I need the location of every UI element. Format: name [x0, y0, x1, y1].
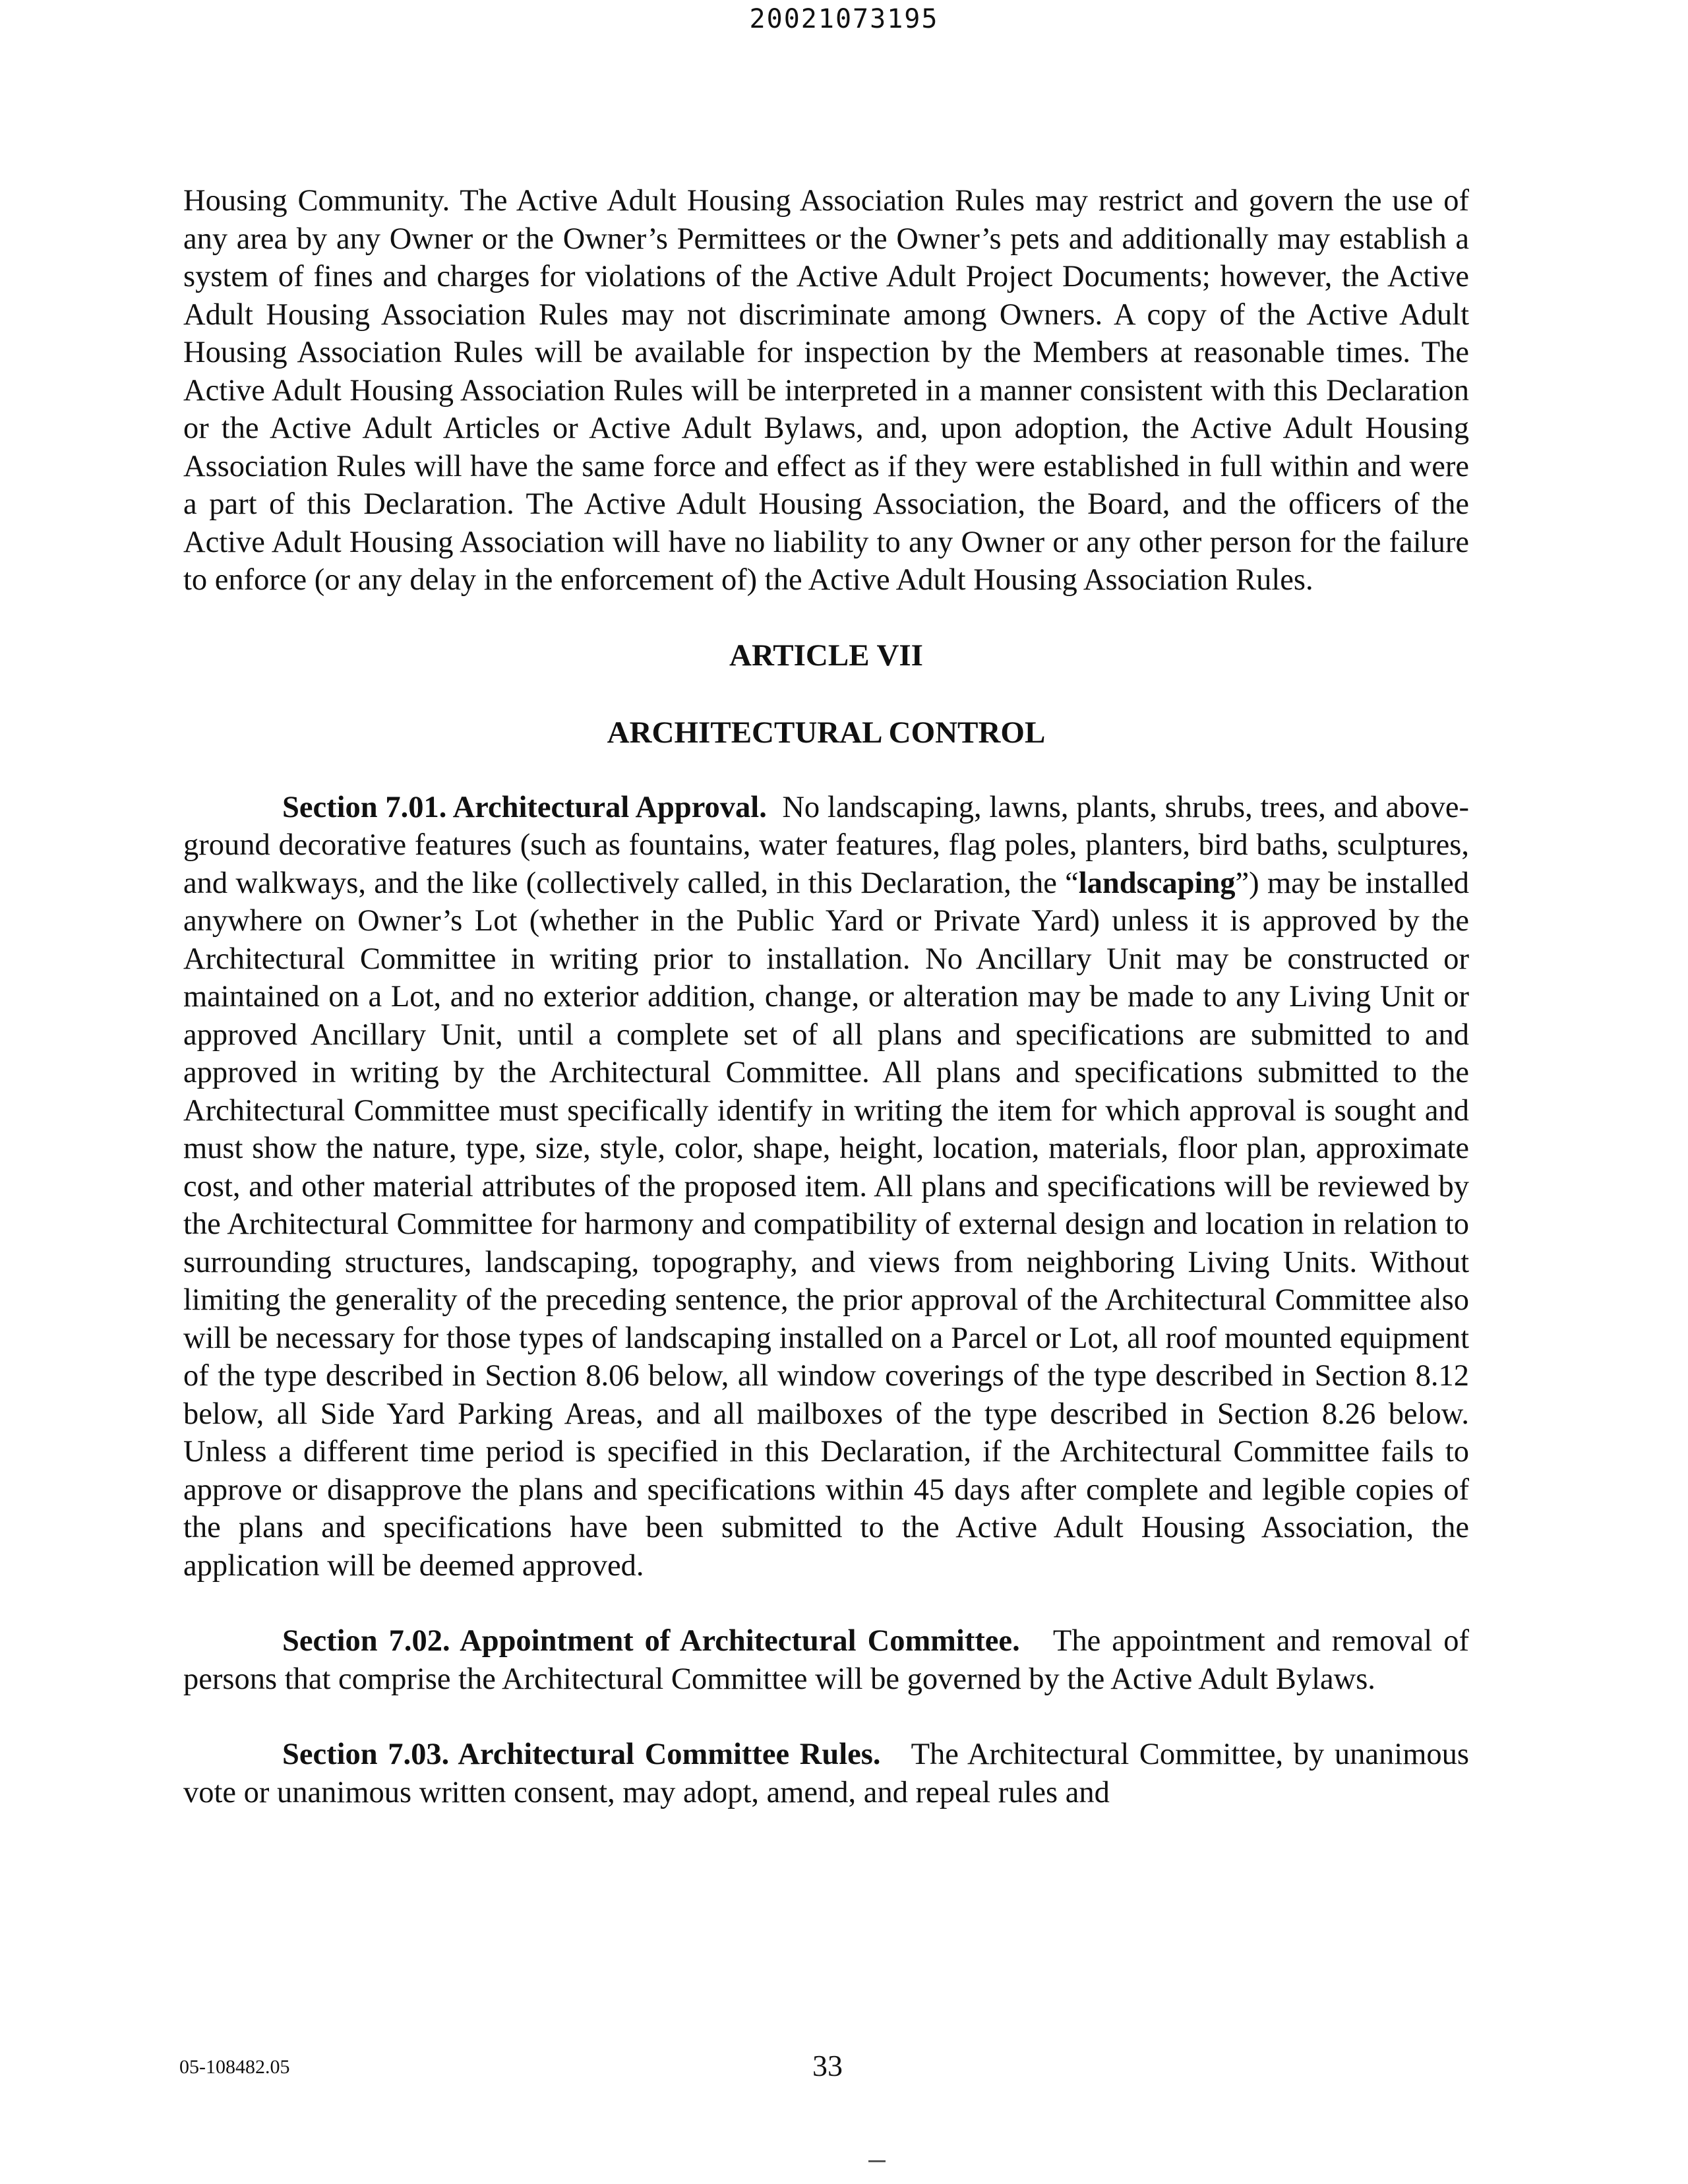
section-7-02-paragraph: [183, 1622, 1469, 1698]
page-number: 33: [812, 2049, 843, 2082]
article-title: ARCHITECTURAL CONTROL: [607, 715, 1046, 750]
section-7-01-text-part-1: No landscaping, lawns, plants, shrubs, trees, and above-ground decorative features (such as fountains, water features, flag poles, planters, bird baths, sculptures, and walkways, and the like (collectively called, in this Declaration, the “: [183, 790, 1469, 900]
section-7-03-heading: Section 7.03. Architectural Committee Rules.: [282, 1738, 881, 1771]
section-7-03-text: The Architectural Committee, by unanimous vote or unanimous written consent, may adopt, amend, and repeal rules and: [183, 1738, 1469, 1809]
document-code: 05-108482.05: [179, 2056, 290, 2078]
scan-mark: [868, 2160, 886, 2162]
section-7-01-paragraph: [183, 789, 1469, 1585]
recording-number: 20021073195: [749, 4, 939, 34]
article-heading: ARTICLE VII: [729, 638, 923, 673]
section-7-03-paragraph: [183, 1736, 1469, 1811]
section-7-01-heading: Section 7.01. Architectural Approval.: [282, 790, 767, 824]
continuation-paragraph: Housing Community. The Active Adult Housing Association Rules may restrict and govern the use of any area by any Owner or the Owner’s Permittees or the Owner’s pets and additionally may establish a system of fines and charges for violations of the Active Adult Project Documents; however, the Active Adult Housing Association Rules may not discriminate among Owners. A copy of the Active Adult Housing Association Rules will be available for inspection by the Members at reasonable times. The Active Adult Housing Association Rules will be interpreted in a manner consistent with this Declaration or the Active Adult Articles or Active Adult Bylaws, and, upon adoption, the Active Adult Housing Association Rules will have the same force and effect as if they were established in full within and were a part of this Declaration. The Active Adult Housing Association, the Board, and the officers of the Active Adult Housing Association will have no liability to any Owner or any other person for the failure to enforce (or any delay in the enforcement of) the Active Adult Housing Association Rules.: [183, 184, 1469, 597]
defined-term-landscaping: landscaping: [1078, 866, 1236, 900]
document-body: [183, 182, 1469, 1811]
section-7-01-text-part-2: ”) may be installed anywhere on Owner’s Lot (whether in the Public Yard or Private Yard) unless it is approved by the Architectural Committee in writing prior to installation. No Ancillary Unit may be constructed or maintained on a Lot, and no exterior addition, change, or alteration may be made to any Living Unit or approved Ancillary Unit, until a complete set of all plans and specifications are submitted to and approved in writing by the Architectural Committee. All plans and specifications submitted to the Architectural Committee must specifically identify in writing the item for which approval is sought and must show the nature, type, size, style, color, shape, height, location, materials, floor plan, approximate cost, and other material attributes of the proposed item. All plans and specifications will be reviewed by the Architectural Committee for harmony and compatibility of external design and location in relation to surrounding structures, landscaping, topography, and views from neighboring Living Units. Without limiting the generality of the preceding sentence, the prior approval of the Architectural Committee also will be necessary for those types of landscaping installed on a Parcel or Lot, all roof mounted equipment of the type described in Section 8.06 below, all window coverings of the type described in Section 8.12 below, all Side Yard Parking Areas, and all mailboxes of the type described in Section 8.26 below. Unless a different time period is specified in this Declaration, if the Architectural Committee fails to approve or disapprove the plans and specifications within 45 days after complete and legible copies of the plans and specifications have been submitted to the Active Adult Housing Association, the application will be deemed approved.: [183, 866, 1469, 1583]
section-7-02-heading: Section 7.02. Appointment of Architectural Committee.: [282, 1624, 1020, 1658]
section-7-02-text: The appointment and removal of persons that comprise the Architectural Committee will be governed by the Active Adult Bylaws.: [183, 1624, 1469, 1696]
